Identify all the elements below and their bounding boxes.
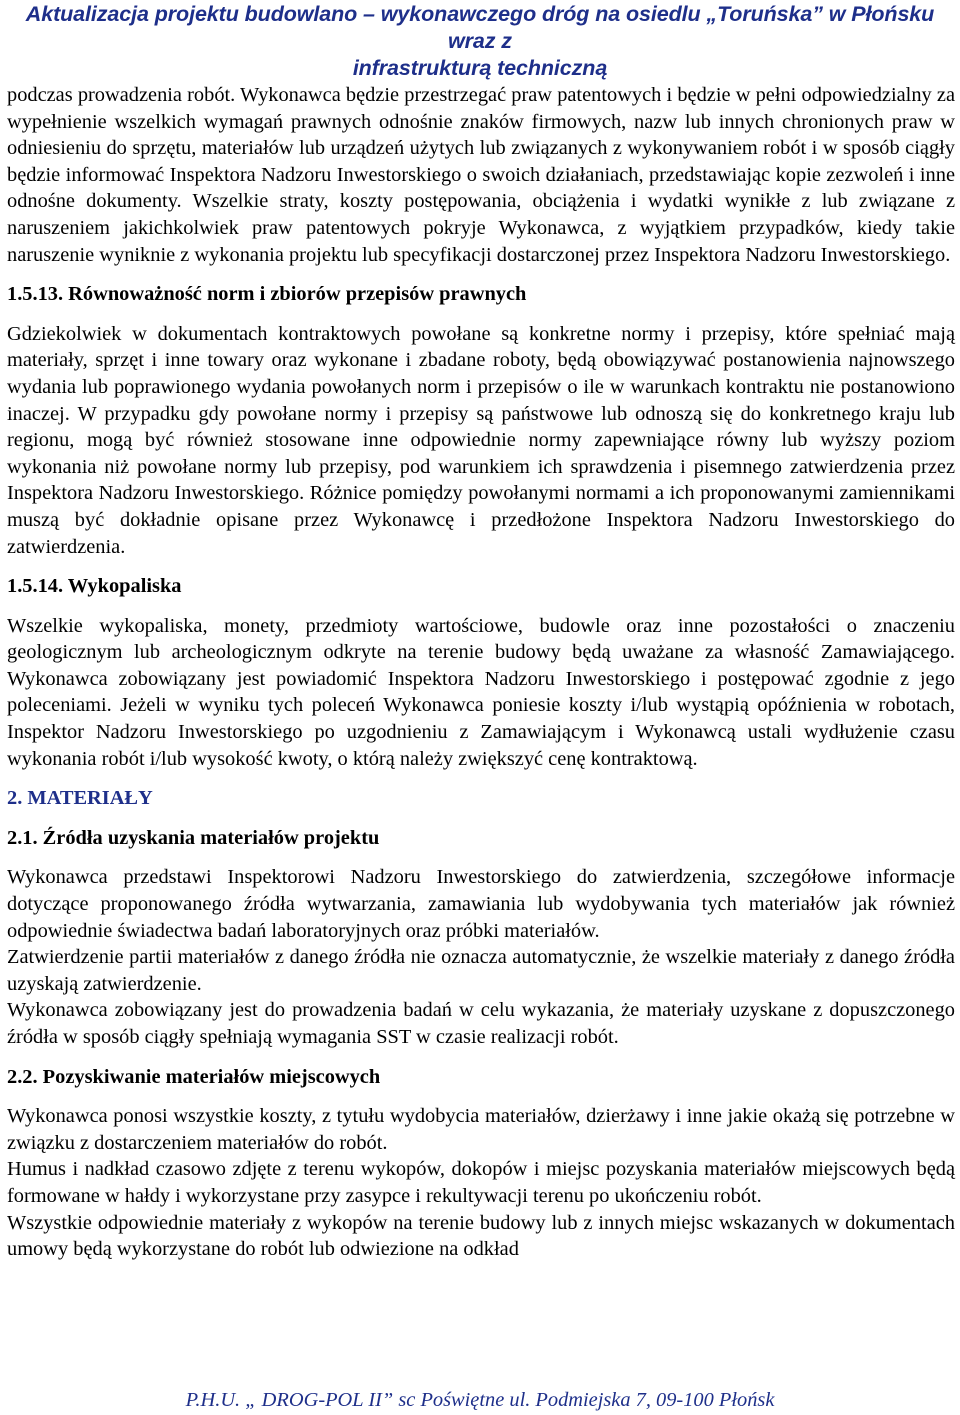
section-2-1-heading: 2.1. Źródła uzyskania materiałów projektu [7,826,380,849]
section-2-1-paragraph: Wykonawca przedstawi Inspektorowi Nadzoru Inwestorskiego do zatwierdzenia, szczegółowe informacje dotyczące proponowanego źródła wytwarzania, zamawiania lub wydobywania tych materiałów jak również odpowiednie świadectwa badań laboratoryjnych oraz próbki materiałów. [7,866,955,942]
section-1-5-13-paragraph: Gdziekolwiek w dokumentach kontraktowych powołane są konkretne normy i przepisy, które spełniać mają materiały, sprzęt i inne towary oraz wykonane i zbadane roboty, będą obowiązywać postanowienia najnowszego wydania lub poprawionego wydania powołanych norm i przepisów o ile w warunkach kontraktu nie postanowiono inaczej. W przypadku gdy powołane normy i przepisy są państwowe lub odnoszą się do konkretnego kraju lub regionu, mogą być również stosowane inne odpowiednie normy zapewniające równy lub wyższy poziom wykonania niż powołane normy lub przepisy, pod warunkiem ich sprawdzenia i pisemnego zatwierdzenia przez Inspektora Nadzoru Inwestorskiego. Różnice pomiędzy powołanymi normami a ich proponowanymi zamiennikami muszą być dokładnie opisane przez Wykonawcę i przedłożone Inspektora Nadzoru Inwestorskiego do zatwierdzenia. [7,322,955,558]
section-2-2-paragraph: Wszystkie odpowiednie materiały z wykopów na terenie budowy lub z innych miejsc wskazanych w dokumentach umowy będą wykorzystane do robót lub odwiezione na odkład [7,1211,955,1261]
page-header [0,0,960,82]
page-footer: P.H.U. „ DROG-POL II” sc Poświętne ul. Podmiejska 7, 09-100 Płońsk [185,1389,775,1411]
section-2-2-paragraph: Wykonawca ponosi wszystkie koszty, z tytułu wydobycia materiałów, dzierżawy i inne jakie okażą się potrzebne w związku z dostarczeniem materiałów do robót. [7,1105,955,1154]
section-1-5-13-heading: 1.5.13. Równoważność norm i zbiorów przepisów prawnych [7,283,527,306]
document-body [0,82,960,1263]
section-1-5-14-heading: 1.5.14. Wykopaliska [7,575,182,598]
header-title-line1: Aktualizacja projektu budowlano – wykonawczego dróg na osiedlu „Toruńska” w Płońsku wraz z [25,2,935,53]
section-1-5-14-paragraph: Wszelkie wykopaliska, monety, przedmioty wartościowe, budowle oraz inne pozostałości o znaczeniu geologicznym lub archeologicznym odkryte na terenie budowy będą uważane za własność Zamawiającego. Wykonawca zobowiązany jest powiadomić Inspektora Nadzoru Inwestorskiego i postępować zgodnie z jego poleceniami. Jeżeli w wyniku tych poleceń Wykonawca poniesie koszty i/lub wystąpią opóźnienia w robotach, Inspektor Nadzoru Inwestorskiego po uzgodnieniu z Zamawiającym i Wykonawcą ustali wydłużenie czasu wykonania robót i/lub wysokość kwoty, o którą należy zwiększyć cenę kontraktową. [7,614,955,770]
section-2-1-paragraph: Zatwierdzenie partii materiałów z danego źródła nie oznacza automatycznie, że wszelkie materiały z danego źródła uzyskają zatwierdzenie. [7,946,955,995]
section-2-2-heading: 2.2. Pozyskiwanie materiałów miejscowych [7,1065,381,1088]
section-2-2-paragraph: Humus i nadkład czasowo zdjęte z terenu wykopów, dokopów i miejsc pozyskania materiałów miejscowych będą formowane w hałdy i wykorzystane przy zasypce i rekultywacji terenu po ukończeniu robót. [7,1158,955,1207]
section-2-heading: 2. MATERIAŁY [7,787,153,810]
section-2-1-paragraph: Wykonawca zobowiązany jest do prowadzenia badań w celu wykazania, że materiały uzyskane z dopuszczonego źródła w sposób ciągły spełniają wymagania SST w czasie realizacji robót. [7,999,955,1048]
intro-paragraph: podczas prowadzenia robót. Wykonawca będzie przestrzegać praw patentowych i będzie w pełni odpowiedzialny za wypełnienie wszelkich wymagań prawnych odnośnie znaków firmowych, nazw lub innych chronionych praw w odniesieniu do sprzętu, materiałów lub urządzeń użytych lub związanych z wykonywaniem robót i w sposób ciągły będzie informować Inspektora Nadzoru Inwestorskiego o swoich działaniach, przedstawiając kopie zezwoleń i inne odnośne dokumenty. Wszelkie straty, koszty postępowania, obciążenia i wydatki wynikłe z lub związane z naruszeniem jakichkolwiek praw patentowych pokryje Wykonawca, z wyjątkiem przypadków, kiedy takie naruszenie wyniknie z wykonania projektu lub specyfikacji dostarczonej przez Inspektora Nadzoru Inwestorskiego. [7,84,955,266]
header-title-line2: infrastrukturą techniczną [352,56,608,80]
